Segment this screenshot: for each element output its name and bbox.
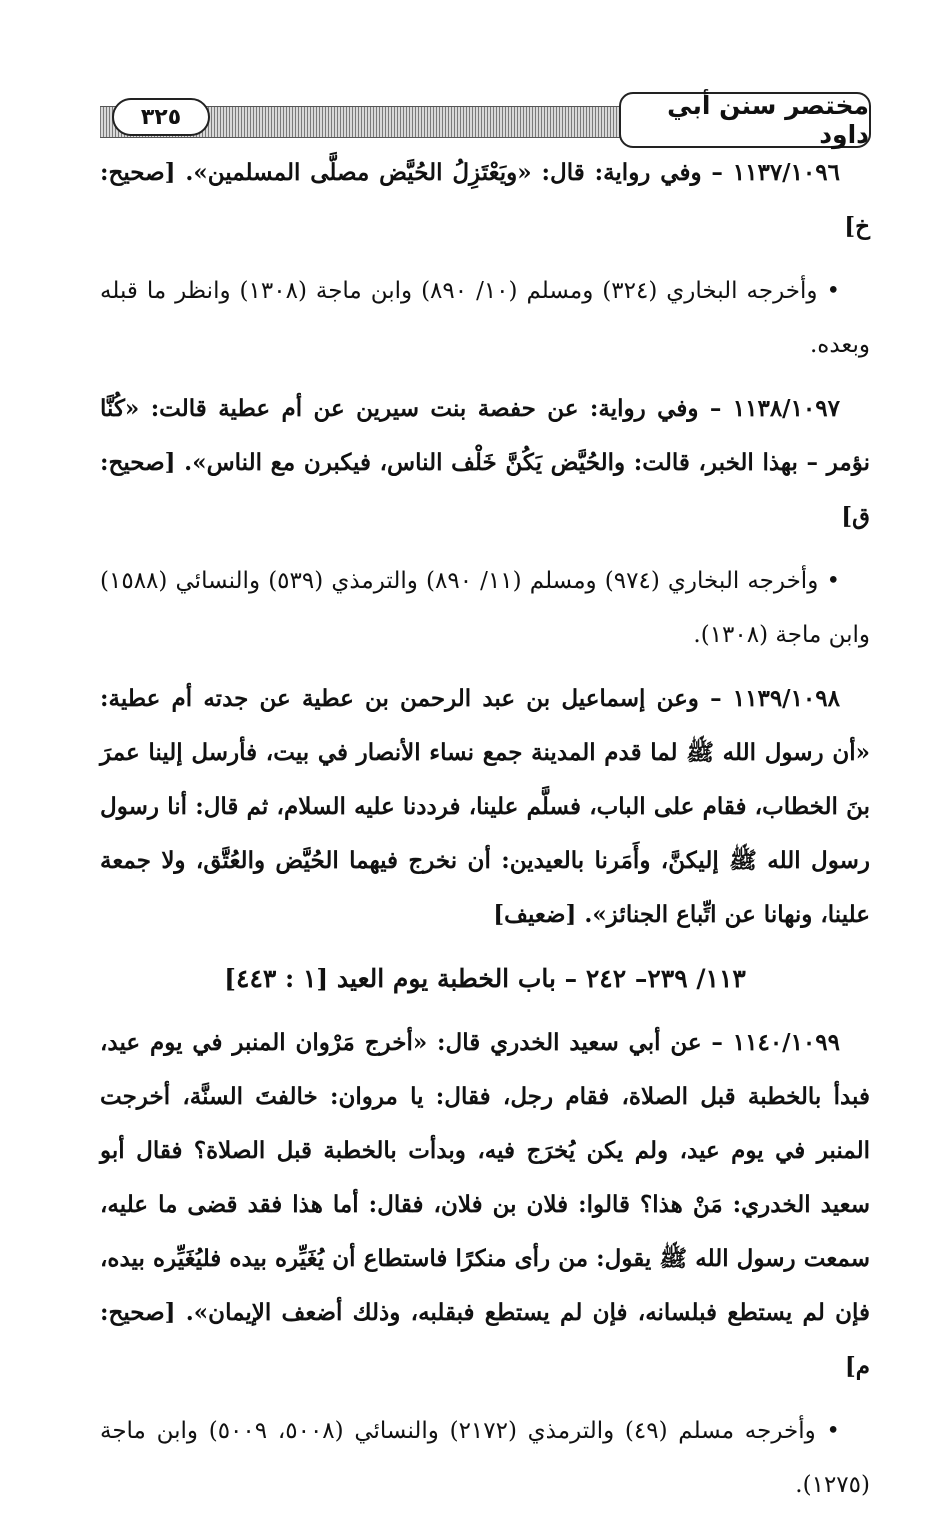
takhrij-1138: • وأخرجه البخاري (٩٧٤) ومسلم (١١/ ٨٩٠) والترمذي (٥٣٩) والنسائي (١٥٨٨) وابن ماجة (١٣٠٨). xyxy=(100,568,870,648)
hadith-1140: ١١٤٠/١٠٩٩ – عن أبي سعيد الخدري قال: «أخرج مَرْوان المنبر في يوم عيد، فبدأ بالخطبة قبل الصلاة، فقام رجل، فقال: يا مروان: خالفتَ السنَّة، أخرجت المنبر في يوم عيد، ولم يكن يُخرَج فيه، وبدأت بالخطبة قبل الصلاة؟ فقال أبو سعيد الخدري: مَنْ هذا؟ قالوا: فلان بن فلان، فقال: أما هذا فقد قضى ما عليه، سمعت رسول الله ﷺ يقول: من رأى منكرًا فاستطاع أن يُغَيِّره بيده فليُغَيِّره بيده، فإن لم يستطع فبلسانه، فإن لم يستطع فبقلبه، وذلك أضعف الإيمان». [صحيح: م] xyxy=(100,1029,870,1380)
hadith-1137: ١١٣٧/١٠٩٦ – وفي رواية: قال: «ويَعْتَزِلُ الحُيَّض مصلَّى المسلمين». [صحيح: خ] xyxy=(100,159,870,240)
takhrij-1137: • وأخرجه البخاري (٣٢٤) ومسلم (١٠/ ٨٩٠) وابن ماجة (١٣٠٨) وانظر ما قبله وبعده. xyxy=(100,278,870,358)
takhrij-1140: • وأخرجه مسلم (٤٩) والترمذي (٢١٧٢) والنسائي (٥٠٠٨، ٥٠٠٩) وابن ماجة (١٢٧٥). xyxy=(100,1418,870,1498)
chapter-heading: ١١٣/ ٢٣٩– ٢٤٢ – باب الخطبة يوم العيد [١ : ٤٤٣] xyxy=(224,964,746,993)
hadith-1139: ١١٣٩/١٠٩٨ – وعن إسماعيل بن عبد الرحمن بن عطية عن جدته أم عطية: «أن رسول الله ﷺ لما قدم المدينة جمع نساء الأنصار في بيت، فأرسل إلينا عمرَ بنَ الخطاب، فقام على الباب، فسلَّم علينا، فرددنا عليه السلام، ثم قال: أنا رسول رسول الله ﷺ إليكنَّ، وأَمَرنا بالعيدين: أن نخرج فيهما الحُيَّض والعُتَّق، ولا جمعة علينا، ونهانا عن اتِّباع الجنائز». [ضعيف] xyxy=(100,685,870,928)
book-title: مختصر سنن أبي داود xyxy=(619,92,871,148)
page-body xyxy=(100,146,870,1522)
hadith-1138: ١١٣٨/١٠٩٧ – وفي رواية: عن حفصة بنت سيرين عن أم عطية قالت: «كُنَّا نؤمر – بهذا الخبر، قالت: والحُيَّض يَكُنَّ خَلْف الناس، فيكبرن مع الناس». [صحيح: ق] xyxy=(100,395,870,530)
page-number: ٣٢٥ xyxy=(112,98,210,136)
